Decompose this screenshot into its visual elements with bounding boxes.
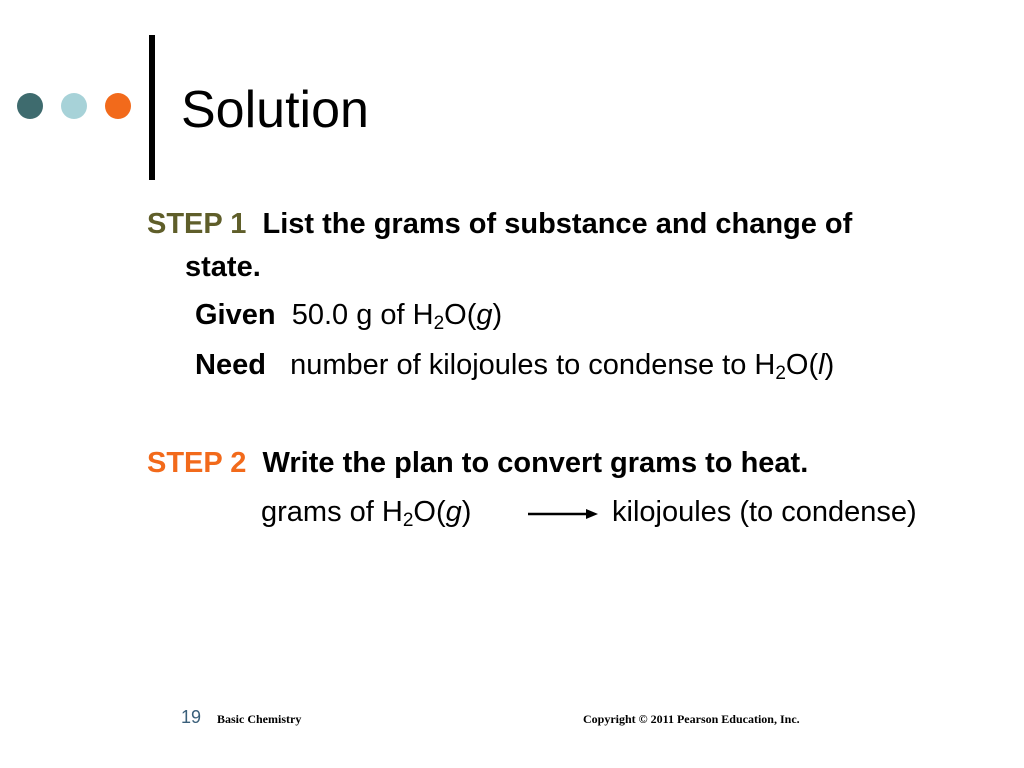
step2-label: STEP 2 <box>147 447 247 479</box>
step1-text-continued: state. <box>185 251 261 283</box>
conversion-arrow-icon <box>528 507 598 521</box>
need-text: number of kilojoules to condense to $H_2O(l)$ <box>290 349 835 384</box>
step1-label: STEP 1 <box>147 208 247 240</box>
footer-title: Basic Chemistry <box>217 712 302 726</box>
title-divider-bar <box>149 35 155 180</box>
decorative-dot-orange <box>105 93 131 119</box>
need-label: Need <box>195 349 266 381</box>
step2-line <box>147 445 808 481</box>
given-text: 50.0 g of $H_2O(g)$ <box>291 299 503 334</box>
plan-right: kilojoules (to condense) <box>612 496 917 528</box>
step2-text: Write the plan to convert grams to heat. <box>262 447 809 479</box>
given-line <box>195 297 502 333</box>
footer-copyright: Copyright © 2011 Pearson Education, Inc. <box>583 712 800 726</box>
decorative-dot-dark <box>17 93 43 119</box>
step1-text: List the grams of substance and change of <box>262 208 853 240</box>
given-label: Given <box>195 299 276 331</box>
page-number: 19 <box>181 707 202 727</box>
need-line <box>195 347 834 383</box>
decorative-dot-light <box>61 93 87 119</box>
plan-left: grams of $H_2O(g)$ <box>261 496 472 531</box>
slide-title: Solution <box>181 81 369 139</box>
step1-line <box>147 206 852 242</box>
